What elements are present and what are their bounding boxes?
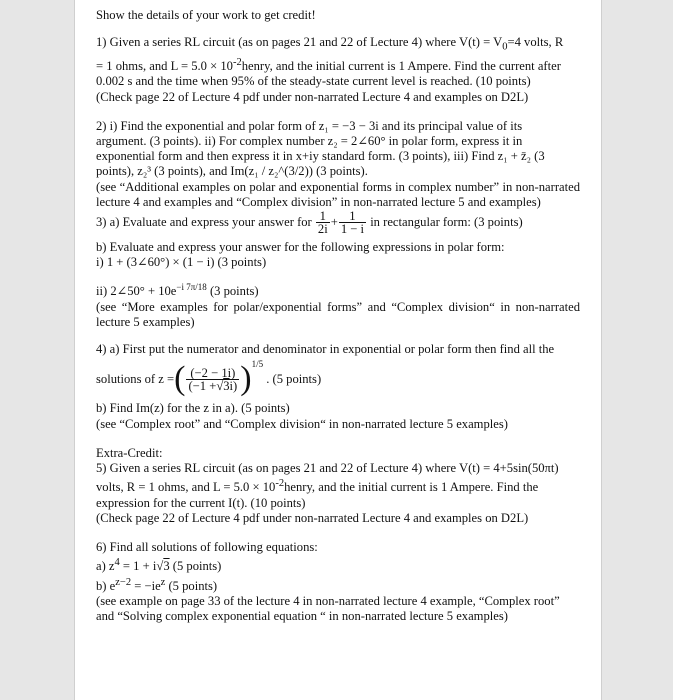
q1-line: = 1 ohms, and $L = 5.0 \times 10^{-2}henry$, and the initial current is 1 Ampere. Find the current after xyxy=(96,56,561,74)
q5-line: volts, R = 1 ohms, and $L = 5.0 \times 10^{-2}henry$, and the initial current is 1 Ampere. Find the xyxy=(96,478,539,495)
q6-title: 6) Find all solutions of following equations: xyxy=(96,539,318,554)
q2-line: argument. (3 points). ii) For complex number z₂ = 2∠60° in polar form, express it in xyxy=(96,133,523,148)
question-2 xyxy=(96,119,580,210)
q4-part-b: b) Find Im(z) for the z in a). (5 points) xyxy=(96,401,290,416)
question-4 xyxy=(96,342,580,432)
q1-line: 1) Given a series RL circuit (as on pages 21 and 22 of Lecture 4) where $V(t) = V_0=4$ volts, R xyxy=(96,35,564,53)
q4-equation: solutions of z = ( $\frac{(-2 - 1i)}{(-1 +√3i)}$ ) $^{1/5}$ . (5 points) xyxy=(96,359,322,398)
q5-line: 5) Given a series RL circuit (as on pages 21 and 22 of Lecture 4) where V(t) = 4+5sin(50πt) xyxy=(96,460,559,475)
q5-reference: (Check page 22 of Lecture 4 pdf under non-narrated Lecture 4 and examples on D2L) xyxy=(96,510,529,525)
page-content xyxy=(96,8,580,624)
fraction-2: $\frac{1}{1 - i}$ xyxy=(340,209,365,237)
q5-line: expression for the current I(t). (10 points) xyxy=(96,495,306,510)
q1-reference: (Check page 22 of Lecture 4 pdf under non-narrated Lecture 4 and examples on D2L) xyxy=(96,89,529,104)
q3-part-b-ii: ii) 2∠50° + $10e^{-i 7\pi/18}$ (3 points) xyxy=(96,282,259,299)
q6-reference: and “Solving complex exponential equation “ in non-narrated lecture 5 examples) xyxy=(96,609,508,624)
q6-reference: (see example on page 33 of the lecture 4 in non-narrated lecture 4 example, “Complex root” xyxy=(96,593,560,608)
q4-fraction: $\frac{(-2 - 1i)}{(-1 +√3i)}$ xyxy=(188,365,238,393)
q6-part-a: a) $z^4 = 1 + i√3$ (5 points) xyxy=(96,557,222,574)
q2-line: points), z₂³ (3 points), and Im(z₁ / z₂^(3/2)) (3 points). xyxy=(96,164,368,179)
question-6 xyxy=(96,540,580,624)
instruction-header: Show the details of your work to get credit! xyxy=(96,8,316,22)
q3-part-b-i: i) 1 + (3∠60°) × (1 − i) (3 points) xyxy=(96,255,267,270)
extra-credit-title: Extra-Credit: xyxy=(96,445,163,460)
q2-reference: (see “Additional examples on polar and exponential forms in complex number” in non-narrated lecture 4 and examples and “Complex division” in non-narrated lecture 5 and examples) xyxy=(96,179,580,209)
q1-line: 0.002 s and the time when 95% of the steady-state current level is reached. (10 points) xyxy=(96,74,531,89)
q3-part-a: 3) a) Evaluate and express your answer for $\frac{1}{2i}$ + $\frac{1}{1 - i}$ in rectangular form: (3 points) xyxy=(96,209,523,237)
document-page xyxy=(74,0,602,700)
q3-part-b: b) Evaluate and express your answer for the following expressions in polar form: xyxy=(96,239,505,254)
question-1 xyxy=(96,35,580,105)
extra-credit xyxy=(96,446,580,526)
q6-part-b: b) $e^{z-2} = -ie^z$ (5 points) xyxy=(96,576,218,593)
q2-line: 2) i) Find the exponential and polar form of z₁ = −3 − 3i and its principal value of its xyxy=(96,118,523,133)
fraction-1: $\frac{1}{2i}$ xyxy=(317,209,328,237)
q2-line: exponential form and then express it in x+iy standard form. (3 points), iii) Find z₁ + z̄₂ (3 xyxy=(96,149,545,164)
q3-reference: (see “More examples for polar/exponential forms” and “Complex division“ in non-narrated lecture 5 examples) xyxy=(96,299,580,329)
q4-part-a: 4) a) First put the numerator and denominator in exponential or polar form then find all the xyxy=(96,342,555,357)
question-3 xyxy=(96,210,580,330)
q4-reference: (see “Complex root” and “Complex division“ in non-narrated lecture 5 examples) xyxy=(96,416,508,431)
